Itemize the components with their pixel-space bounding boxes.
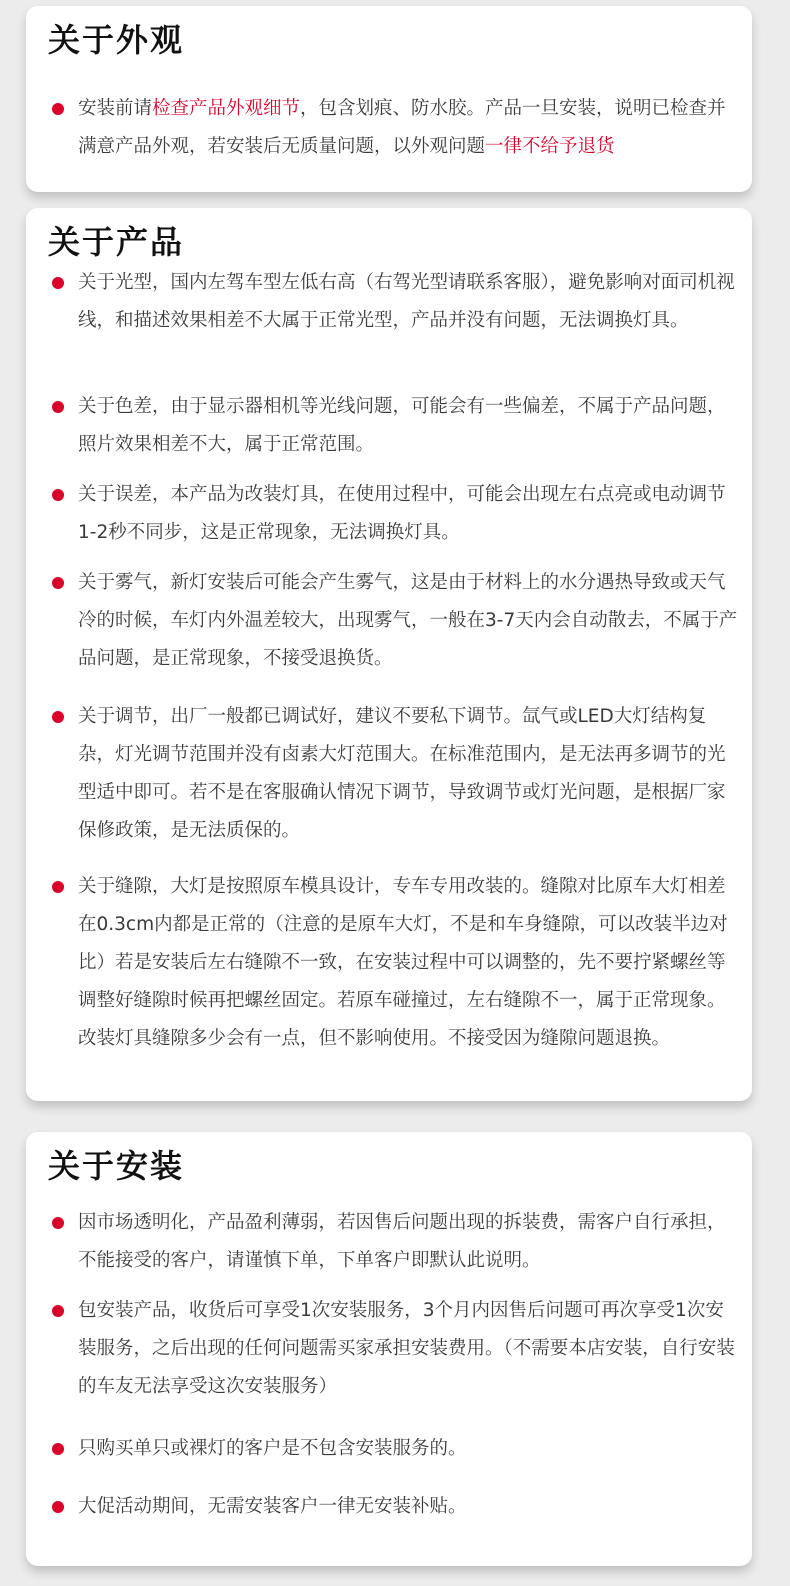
item-text: 大促活动期间，无需安装客户一律无安装补贴。 (78, 1496, 467, 1517)
list-item (52, 264, 740, 340)
list-item (52, 1430, 740, 1468)
item-text: ，包含划痕、防水胶。产品一旦安装，说明已检查并满意产品外观，若安装后无质量问题，以外观问题 (78, 98, 726, 157)
bullet-dot-icon (52, 277, 64, 289)
item-text: 关于误差，本产品为改装灯具，在使用过程中，可能会出现左右点亮或电动调节1-2秒不同步，这是正常现象，无法调换灯具。 (78, 484, 726, 543)
item-text: 包安装产品，收货后可享受1次安装服务，3个月内因售后问题可再次享受1次安装服务，之后出现的任何问题需买家承担安装费用。（不需要本店安装，自行安装的车友无法享受这次安装服务） (78, 1300, 735, 1397)
list-item (52, 698, 740, 850)
item-text: 关于调节，出厂一般都已调试好，建议不要私下调节。氙气或LED大灯结构复杂，灯光调节范围并没有卤素大灯范围大。在标准范围内，是无法再多调节的光型适中即可。若不是在客服确认情况下调节，导致调节或灯光问题，是根据厂家保修政策，是无法质保的。 (78, 706, 726, 841)
bullet-dot-icon (52, 1501, 64, 1513)
list-item (52, 564, 740, 678)
list-item (52, 868, 740, 1058)
appearance-section (26, 6, 752, 192)
item-text: 关于色差，由于显示器相机等光线问题，可能会有一些偏差，不属于产品问题，照片效果相差不大，属于正常范围。 (78, 396, 726, 455)
item-text: 关于雾气，新灯安装后可能会产生雾气，这是由于材料上的水分遇热导致或天气冷的时候，车灯内外温差较大，出现雾气，一般在3-7天内会自动散去，不属于产品问题，是正常现象，不接受退换货。 (78, 572, 738, 669)
item-text: 只购买单只或裸灯的客户是不包含安装服务的。 (78, 1438, 467, 1459)
bullet-dot-icon (52, 489, 64, 501)
section-title: 关于安装 (48, 1147, 185, 1185)
bullet-dot-icon (52, 401, 64, 413)
list-item (52, 1488, 740, 1526)
bullet-dot-icon (52, 1217, 64, 1229)
item-text: 关于缝隙，大灯是按照原车模具设计，专车专用改装的。缝隙对比原车大灯相差在0.3cm内都是正常的（注意的是原车大灯，不是和车身缝隙，可以改装半边对比）若是安装后左右缝隙不一致，在安装过程中可以调整的，先不要拧紧螺丝等调整好缝隙时候再把螺丝固定。若原车碰撞过，左右缝隙不一，属于正常现象。改装灯具缝隙多少会有一点，但不影响使用。不接受因为缝隙问题退换。 (78, 876, 728, 1049)
list-item (52, 1204, 740, 1280)
list-item (52, 90, 740, 166)
item-text: 因市场透明化，产品盈利薄弱，若因售后问题出现的拆装费，需客户自行承担，不能接受的客户，请谨慎下单，下单客户即默认此说明。 (78, 1212, 726, 1271)
bullet-dot-icon (52, 1305, 64, 1317)
bullet-dot-icon (52, 1443, 64, 1455)
product-section (26, 208, 752, 1101)
bullet-dot-icon (52, 577, 64, 589)
install-section (26, 1132, 752, 1566)
list-item (52, 476, 740, 552)
highlight-text: 一律不给予退货 (485, 136, 615, 157)
bullet-dot-icon (52, 711, 64, 723)
list-item (52, 1292, 740, 1406)
bullet-dot-icon (52, 881, 64, 893)
section-title: 关于外观 (48, 21, 185, 59)
highlight-text: 检查产品外观细节 (152, 98, 301, 119)
item-text: 安装前请 (78, 98, 153, 119)
item-text: 关于光型，国内左驾车型左低右高（右驾光型请联系客服），避免影响对面司机视线，和描述效果相差不大属于正常光型，产品并没有问题，无法调换灯具。 (78, 272, 735, 331)
bullet-dot-icon (52, 103, 64, 115)
section-title: 关于产品 (48, 223, 185, 261)
list-item (52, 388, 740, 464)
